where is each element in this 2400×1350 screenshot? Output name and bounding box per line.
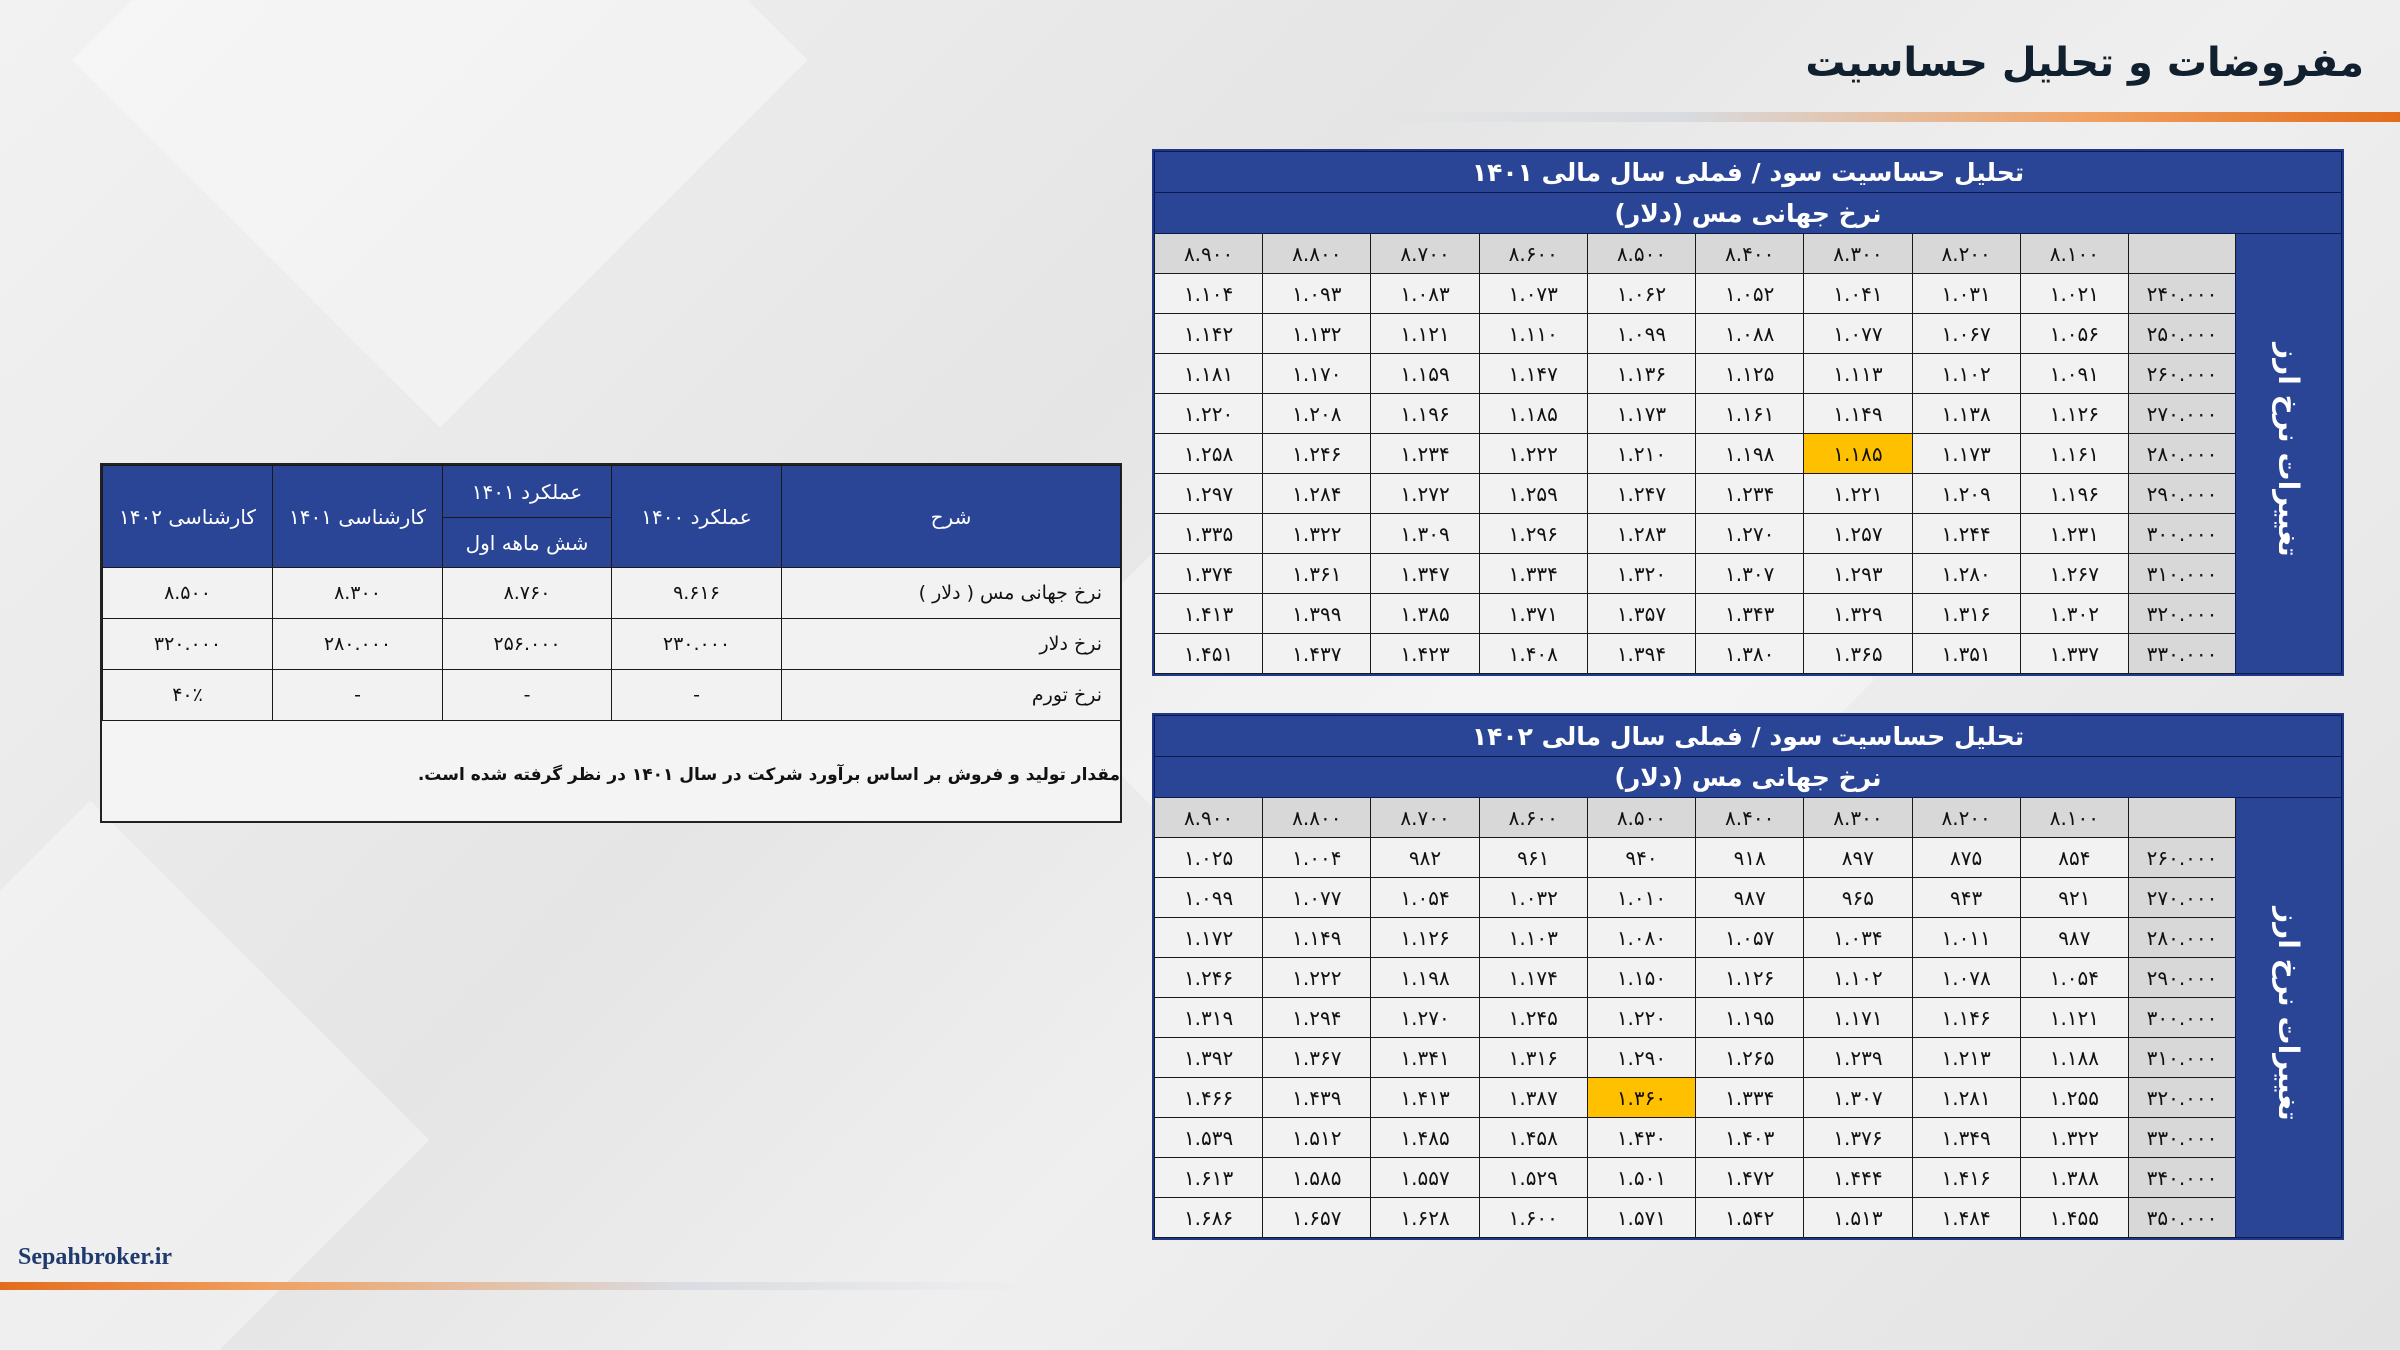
sensitivity-cell: ۱.۴۶۶	[1155, 1078, 1263, 1118]
sensitivity-cell: ۱.۱۲۶	[1371, 918, 1479, 958]
sensitivity-cell: ۱.۰۹۱	[2020, 354, 2128, 394]
sensitivity-cell: ۱.۵۱۲	[1263, 1118, 1371, 1158]
sensitivity-cell: ۱.۰۶۷	[1912, 314, 2020, 354]
sensitivity-cell: ۱.۱۹۵	[1696, 998, 1804, 1038]
assumption-cell-exp1401: ۲۸۰.۰۰۰	[273, 619, 443, 670]
sensitivity-cell: ۱.۱۹۶	[2020, 474, 2128, 514]
fx-rate-row-header: ۲۵۰.۰۰۰	[2129, 314, 2236, 354]
sensitivity-row	[1155, 394, 2342, 434]
sensitivity-cell: ۱.۲۴۶	[1155, 958, 1263, 998]
copper-price-col-header: ۸.۸۰۰	[1263, 798, 1371, 838]
footer-accent-line	[0, 1282, 1040, 1290]
sensitivity-cell: ۱.۰۷۳	[1479, 274, 1587, 314]
sensitivity-cell: ۱.۳۳۴	[1479, 554, 1587, 594]
sensitivity-cell: ۱.۲۵۷	[1804, 514, 1912, 554]
sensitivity-subtitle: نرخ جهانی مس (دلار)	[1155, 193, 2342, 234]
sensitivity-row	[1155, 958, 2342, 998]
sensitivity-cell: ۹۸۲	[1371, 838, 1479, 878]
sensitivity-row	[1155, 314, 2342, 354]
sensitivity-cell: ۹۸۷	[2020, 918, 2128, 958]
fx-rate-row-header: ۲۶۰.۰۰۰	[2129, 838, 2236, 878]
sensitivity-cell: ۱.۱۱۰	[1479, 314, 1587, 354]
sensitivity-cell: ۱.۲۹۷	[1155, 474, 1263, 514]
sensitivity-cell: ۱.۲۵۵	[2020, 1078, 2128, 1118]
sensitivity-cell: ۱.۳۰۷	[1696, 554, 1804, 594]
copper-price-col-header: ۸.۹۰۰	[1155, 798, 1263, 838]
sensitivity-row	[1155, 1158, 2342, 1198]
sensitivity-cell: ۱.۳۴۹	[1912, 1118, 2020, 1158]
sensitivity-cell: ۱.۲۳۱	[2020, 514, 2128, 554]
fx-rate-axis-text: تغییرات نرخ ارز	[2272, 343, 2305, 557]
sensitivity-cell: ۱.۲۰۹	[1912, 474, 2020, 514]
sensitivity-row	[1155, 354, 2342, 394]
sensitivity-cell: ۱.۳۹۹	[1263, 594, 1371, 634]
assumption-cell-perf1401: -	[443, 670, 612, 721]
sensitivity-cell: ۱.۱۳۲	[1263, 314, 1371, 354]
sensitivity-cell: ۱.۵۴۲	[1696, 1198, 1804, 1238]
sensitivity-cell: ۱.۴۱۳	[1371, 1078, 1479, 1118]
assumption-row	[103, 568, 1121, 619]
sensitivity-cell: ۱.۲۵۹	[1479, 474, 1587, 514]
sensitivity-cell: ۱.۰۳۴	[1804, 918, 1912, 958]
sensitivity-cell: ۱.۴۸۴	[1912, 1198, 2020, 1238]
fx-rate-row-header: ۳۰۰.۰۰۰	[2129, 514, 2236, 554]
sensitivity-cell: ۱.۶۸۶	[1155, 1198, 1263, 1238]
sensitivity-cell-highlighted: ۱.۱۸۵	[1804, 434, 1912, 474]
sensitivity-cell: ۱.۵۱۳	[1804, 1198, 1912, 1238]
sensitivity-row	[1155, 918, 2342, 958]
sensitivity-cell: ۱.۲۰۸	[1263, 394, 1371, 434]
sensitivity-cell: ۱.۳۴۱	[1371, 1038, 1479, 1078]
sensitivity-cell: ۱.۲۹۳	[1804, 554, 1912, 594]
sensitivity-cell: ۱.۰۶۲	[1587, 274, 1695, 314]
sensitivity-cell: ۱.۰۹۹	[1155, 878, 1263, 918]
sensitivity-cell: ۱.۳۶۷	[1263, 1038, 1371, 1078]
copper-price-col-header: ۸.۶۰۰	[1479, 798, 1587, 838]
sensitivity-cell: ۱.۳۳۴	[1696, 1078, 1804, 1118]
fx-rate-row-header: ۳۳۰.۰۰۰	[2129, 1118, 2236, 1158]
assumption-cell-desc: نرخ تورم	[782, 670, 1121, 721]
sensitivity-cell: ۱.۴۱۶	[1912, 1158, 2020, 1198]
copper-price-col-header: ۸.۱۰۰	[2020, 234, 2128, 274]
sensitivity-cell: ۱.۰۸۳	[1371, 274, 1479, 314]
copper-price-col-header: ۸.۶۰۰	[1479, 234, 1587, 274]
sensitivity-cell: ۱.۱۷۳	[1912, 434, 2020, 474]
sensitivity-cell: ۱.۱۷۱	[1804, 998, 1912, 1038]
sensitivity-cell: ۱.۰۵۴	[2020, 958, 2128, 998]
sensitivity-cell: ۱.۶۵۷	[1263, 1198, 1371, 1238]
sensitivity-cell: ۱.۲۴۷	[1587, 474, 1695, 514]
sensitivity-cell: ۱.۴۰۳	[1696, 1118, 1804, 1158]
sensitivity-row	[1155, 594, 2342, 634]
sensitivity-cell: ۱.۳۸۷	[1479, 1078, 1587, 1118]
sensitivity-cell: ۱.۶۲۸	[1371, 1198, 1479, 1238]
sensitivity-cell: ۱.۳۹۴	[1587, 634, 1695, 674]
sensitivity-cell: ۱.۱۱۳	[1804, 354, 1912, 394]
fx-rate-row-header: ۳۳۰.۰۰۰	[2129, 634, 2236, 674]
sensitivity-cell: ۱.۱۹۸	[1371, 958, 1479, 998]
sensitivity-cell: ۱.۴۱۳	[1155, 594, 1263, 634]
sensitivity-cell: ۱.۴۷۲	[1696, 1158, 1804, 1198]
sensitivity-cell: ۱.۱۹۸	[1696, 434, 1804, 474]
assumption-cell-exp1402: ۳۲۰.۰۰۰	[103, 619, 273, 670]
sensitivity-cell: ۱.۱۴۹	[1263, 918, 1371, 958]
copper-price-col-header: ۸.۷۰۰	[1371, 234, 1479, 274]
assumption-row	[103, 619, 1121, 670]
sensitivity-title: تحلیل حساسیت سود / فملی سال مالی ۱۴۰۲	[1155, 716, 2342, 757]
sensitivity-cell: ۱.۵۷۱	[1587, 1198, 1695, 1238]
assumption-cell-desc: نرخ جهانی مس ( دلار )	[782, 568, 1121, 619]
header-performance-1401: عملکرد ۱۴۰۱	[443, 466, 612, 518]
assumptions-table	[100, 463, 1122, 823]
assumptions-note: مقدار تولید و فروش بر اساس برآورد شرکت در سال ۱۴۰۱ در نظر گرفته شده است.	[417, 765, 1120, 785]
assumption-cell-exp1402: ۸.۵۰۰	[103, 568, 273, 619]
sensitivity-cell: ۱.۱۲۶	[2020, 394, 2128, 434]
fx-rate-row-header: ۲۷۰.۰۰۰	[2129, 878, 2236, 918]
assumption-cell-exp1401: ۸.۳۰۰	[273, 568, 443, 619]
fx-rate-row-header: ۳۲۰.۰۰۰	[2129, 594, 2236, 634]
sensitivity-cell: ۱.۲۸۳	[1587, 514, 1695, 554]
fx-rate-row-header: ۳۰۰.۰۰۰	[2129, 998, 2236, 1038]
sensitivity-cell: ۱.۶۱۳	[1155, 1158, 1263, 1198]
sensitivity-row	[1155, 1198, 2342, 1238]
sensitivity-cell: ۱.۳۲۲	[2020, 1118, 2128, 1158]
sensitivity-cell: ۱.۱۷۳	[1587, 394, 1695, 434]
fx-rate-row-header: ۲۸۰.۰۰۰	[2129, 434, 2236, 474]
sensitivity-cell: ۱.۳۳۷	[2020, 634, 2128, 674]
site-link[interactable]: Sepahbroker.ir	[18, 1244, 173, 1270]
sensitivity-cell: ۱.۴۴۴	[1804, 1158, 1912, 1198]
sensitivity-cell: ۹۴۰	[1587, 838, 1695, 878]
copper-price-col-header: ۸.۹۰۰	[1155, 234, 1263, 274]
sensitivity-cell: ۸۹۷	[1804, 838, 1912, 878]
sensitivity-cell: ۱.۲۵۸	[1155, 434, 1263, 474]
sensitivity-cell: ۱.۲۹۶	[1479, 514, 1587, 554]
sensitivity-cell: ۱.۱۰۳	[1479, 918, 1587, 958]
sensitivity-row	[1155, 838, 2342, 878]
sensitivity-cell: ۹۶۱	[1479, 838, 1587, 878]
sensitivity-cell: ۱.۳۸۵	[1371, 594, 1479, 634]
sensitivity-cell: ۱.۱۴۹	[1804, 394, 1912, 434]
sensitivity-cell: ۱.۲۷۲	[1371, 474, 1479, 514]
sensitivity-cell: ۱.۱۲۱	[1371, 314, 1479, 354]
sensitivity-cell: ۱.۲۶۵	[1696, 1038, 1804, 1078]
sensitivity-cell: ۱.۰۵۷	[1696, 918, 1804, 958]
sensitivity-row	[1155, 274, 2342, 314]
sensitivity-cell: ۱.۲۳۴	[1696, 474, 1804, 514]
assumption-cell-perf1401: ۸.۷۶۰	[443, 568, 612, 619]
sensitivity-cell: ۱.۳۷۶	[1804, 1118, 1912, 1158]
sensitivity-cell: ۱.۱۸۱	[1155, 354, 1263, 394]
header-performance-1401-sub: شش ماهه اول	[443, 518, 612, 568]
assumption-cell-exp1401: -	[273, 670, 443, 721]
sensitivity-cell: ۱.۵۰۱	[1587, 1158, 1695, 1198]
sensitivity-cell: ۱.۵۸۵	[1263, 1158, 1371, 1198]
sensitivity-cell: ۱.۲۷۰	[1371, 998, 1479, 1038]
sensitivity-cell: ۱.۳۶۵	[1804, 634, 1912, 674]
sensitivity-row	[1155, 634, 2342, 674]
copper-price-col-header: ۸.۳۰۰	[1804, 798, 1912, 838]
fx-rate-row-header: ۲۸۰.۰۰۰	[2129, 918, 2236, 958]
sensitivity-cell: ۹۶۵	[1804, 878, 1912, 918]
sensitivity-cell: ۱.۳۸۰	[1696, 634, 1804, 674]
copper-price-col-header: ۸.۲۰۰	[1912, 798, 2020, 838]
sensitivity-cell: ۸۵۴	[2020, 838, 2128, 878]
sensitivity-cell: ۱.۴۵۸	[1479, 1118, 1587, 1158]
sensitivity-subtitle: نرخ جهانی مس (دلار)	[1155, 757, 2342, 798]
sensitivity-cell: ۱.۲۳۹	[1804, 1038, 1912, 1078]
sensitivity-cell: ۱.۳۲۹	[1804, 594, 1912, 634]
sensitivity-cell: ۱.۳۲۰	[1587, 554, 1695, 594]
sensitivity-cell: ۱.۲۸۱	[1912, 1078, 2020, 1118]
sensitivity-cell: ۱.۳۴۷	[1371, 554, 1479, 594]
sensitivity-cell: ۱.۱۳۶	[1587, 354, 1695, 394]
sensitivity-cell: ۱.۱۷۴	[1479, 958, 1587, 998]
header-expert-1401: کارشناسی ۱۴۰۱	[273, 466, 443, 568]
sensitivity-row	[1155, 998, 2342, 1038]
sensitivity-cell: ۱.۱۷۲	[1155, 918, 1263, 958]
fx-rate-row-header: ۲۹۰.۰۰۰	[2129, 474, 2236, 514]
sensitivity-cell: ۱.۰۳۲	[1479, 878, 1587, 918]
sensitivity-cell: ۱.۳۰۹	[1371, 514, 1479, 554]
sensitivity-cell: ۱.۲۴۶	[1263, 434, 1371, 474]
sensitivity-cell: ۱.۳۵۱	[1912, 634, 2020, 674]
fx-rate-axis-label	[2236, 234, 2342, 674]
sensitivity-cell: ۱.۳۴۳	[1696, 594, 1804, 634]
fx-rate-row-header: ۳۴۰.۰۰۰	[2129, 1158, 2236, 1198]
sensitivity-cell: ۱.۳۱۹	[1155, 998, 1263, 1038]
sensitivity-cell: ۹۲۱	[2020, 878, 2128, 918]
fx-rate-row-header: ۳۱۰.۰۰۰	[2129, 1038, 2236, 1078]
sensitivity-cell: ۱.۲۹۴	[1263, 998, 1371, 1038]
sensitivity-cell: ۱.۰۰۴	[1263, 838, 1371, 878]
sensitivity-cell: ۱.۲۲۰	[1587, 998, 1695, 1038]
sensitivity-cell: ۱.۱۷۰	[1263, 354, 1371, 394]
copper-price-header-row	[1155, 798, 2342, 838]
sensitivity-cell: ۱.۴۸۵	[1371, 1118, 1479, 1158]
sensitivity-cell: ۱.۲۱۳	[1912, 1038, 2020, 1078]
sensitivity-cell: ۱.۰۴۱	[1804, 274, 1912, 314]
copper-price-header-row	[1155, 234, 2342, 274]
sensitivity-cell: ۱.۲۴۵	[1479, 998, 1587, 1038]
sensitivity-cell: ۱.۲۴۴	[1912, 514, 2020, 554]
header-description: شرح	[782, 466, 1121, 568]
sensitivity-cell: ۱.۱۳۸	[1912, 394, 2020, 434]
sensitivity-cell: ۱.۳۹۲	[1155, 1038, 1263, 1078]
fx-rate-axis-label	[2236, 798, 2342, 1238]
assumption-cell-perf1400: ۹.۶۱۶	[612, 568, 782, 619]
sensitivity-cell: ۱.۲۸۰	[1912, 554, 2020, 594]
sensitivity-cell: ۱.۰۷۷	[1263, 878, 1371, 918]
assumption-row	[103, 670, 1121, 721]
sensitivity-cell: ۱.۱۹۶	[1371, 394, 1479, 434]
sensitivity-cell: ۱.۰۳۱	[1912, 274, 2020, 314]
sensitivity-cell: ۱.۲۲۱	[1804, 474, 1912, 514]
sensitivity-cell: ۱.۲۳۴	[1371, 434, 1479, 474]
sensitivity-cell: ۹۸۷	[1696, 878, 1804, 918]
corner-cell	[2129, 234, 2236, 274]
assumption-cell-desc: نرخ دلار	[782, 619, 1121, 670]
sensitivity-cell: ۱.۵۵۷	[1371, 1158, 1479, 1198]
assumption-cell-perf1400: ۲۳۰.۰۰۰	[612, 619, 782, 670]
fx-rate-row-header: ۲۷۰.۰۰۰	[2129, 394, 2236, 434]
sensitivity-cell: ۱.۳۳۵	[1155, 514, 1263, 554]
sensitivity-cell: ۱.۱۴۷	[1479, 354, 1587, 394]
fx-rate-row-header: ۳۱۰.۰۰۰	[2129, 554, 2236, 594]
sensitivity-cell: ۱.۳۱۶	[1479, 1038, 1587, 1078]
sensitivity-cell: ۱.۲۱۰	[1587, 434, 1695, 474]
sensitivity-cell: ۱.۳۰۲	[2020, 594, 2128, 634]
sensitivity-cell: ۱.۳۰۷	[1804, 1078, 1912, 1118]
assumption-cell-perf1400: -	[612, 670, 782, 721]
sensitivity-cell: ۱.۴۵۵	[2020, 1198, 2128, 1238]
sensitivity-cell: ۱.۴۰۸	[1479, 634, 1587, 674]
sensitivity-cell: ۱.۱۶۱	[1696, 394, 1804, 434]
sensitivity-cell: ۱.۱۰۲	[1912, 354, 2020, 394]
header-expert-1402: کارشناسی ۱۴۰۲	[103, 466, 273, 568]
sensitivity-cell: ۱.۱۵۹	[1371, 354, 1479, 394]
sensitivity-cell: ۱.۵۳۹	[1155, 1118, 1263, 1158]
sensitivity-row	[1155, 514, 2342, 554]
header-accent-line	[1380, 112, 2400, 122]
sensitivity-cell: ۱.۴۳۹	[1263, 1078, 1371, 1118]
fx-rate-row-header: ۲۴۰.۰۰۰	[2129, 274, 2236, 314]
fx-rate-row-header: ۳۵۰.۰۰۰	[2129, 1198, 2236, 1238]
copper-price-col-header: ۸.۸۰۰	[1263, 234, 1371, 274]
sensitivity-cell: ۱.۱۵۰	[1587, 958, 1695, 998]
sensitivity-cell: ۱.۰۵۴	[1371, 878, 1479, 918]
sensitivity-cell: ۱.۰۸۰	[1587, 918, 1695, 958]
sensitivity-cell: ۱.۴۲۳	[1371, 634, 1479, 674]
sensitivity-cell: ۱.۱۶۱	[2020, 434, 2128, 474]
copper-price-col-header: ۸.۲۰۰	[1912, 234, 2020, 274]
sensitivity-cell: ۱.۱۴۲	[1155, 314, 1263, 354]
sensitivity-cell: ۱.۳۲۲	[1263, 514, 1371, 554]
fx-rate-axis-text: تغییرات نرخ ارز	[2272, 907, 2305, 1121]
sensitivity-cell: ۱.۱۲۱	[2020, 998, 2128, 1038]
sensitivity-cell: ۱.۴۳۰	[1587, 1118, 1695, 1158]
sensitivity-cell: ۱.۰۸۸	[1696, 314, 1804, 354]
sensitivity-row	[1155, 878, 2342, 918]
sensitivity-cell: ۱.۲۲۲	[1479, 434, 1587, 474]
sensitivity-cell: ۱.۳۸۸	[2020, 1158, 2128, 1198]
sensitivity-cell: ۱.۳۵۷	[1587, 594, 1695, 634]
sensitivity-cell: ۱.۳۶۱	[1263, 554, 1371, 594]
sensitivity-cell: ۱.۳۱۶	[1912, 594, 2020, 634]
sensitivity-cell: ۱.۰۱۱	[1912, 918, 2020, 958]
sensitivity-cell: ۱.۰۱۰	[1587, 878, 1695, 918]
sensitivity-row	[1155, 474, 2342, 514]
corner-cell	[2129, 798, 2236, 838]
sensitivity-cell: ۱.۱۲۵	[1696, 354, 1804, 394]
sensitivity-cell: ۱.۲۷۰	[1696, 514, 1804, 554]
sensitivity-row	[1155, 1038, 2342, 1078]
fx-rate-row-header: ۲۹۰.۰۰۰	[2129, 958, 2236, 998]
sensitivity-cell: ۱.۳۷۱	[1479, 594, 1587, 634]
page-title: مفروضات و تحلیل حساسیت	[1805, 40, 2364, 86]
fx-rate-row-header: ۲۶۰.۰۰۰	[2129, 354, 2236, 394]
sensitivity-cell: ۱.۰۵۶	[2020, 314, 2128, 354]
sensitivity-cell: ۱.۰۲۵	[1155, 838, 1263, 878]
assumption-cell-perf1401: ۲۵۶.۰۰۰	[443, 619, 612, 670]
sensitivity-cell: ۸۷۵	[1912, 838, 2020, 878]
sensitivity-cell: ۱.۰۷۸	[1912, 958, 2020, 998]
copper-price-col-header: ۸.۳۰۰	[1804, 234, 1912, 274]
sensitivity-cell: ۱.۱۸۸	[2020, 1038, 2128, 1078]
sensitivity-row	[1155, 554, 2342, 594]
sensitivity-cell: ۱.۴۳۷	[1263, 634, 1371, 674]
sensitivity-cell: ۱.۳۷۴	[1155, 554, 1263, 594]
copper-price-col-header: ۸.۷۰۰	[1371, 798, 1479, 838]
fx-rate-row-header: ۳۲۰.۰۰۰	[2129, 1078, 2236, 1118]
sensitivity-cell-highlighted: ۱.۳۶۰	[1587, 1078, 1695, 1118]
sensitivity-cell: ۱.۰۵۲	[1696, 274, 1804, 314]
sensitivity-cell: ۱.۲۸۴	[1263, 474, 1371, 514]
sensitivity-cell: ۱.۵۲۹	[1479, 1158, 1587, 1198]
header-performance-1400: عملکرد ۱۴۰۰	[612, 466, 782, 568]
copper-price-col-header: ۸.۵۰۰	[1587, 234, 1695, 274]
sensitivity-cell: ۱.۰۲۱	[2020, 274, 2128, 314]
sensitivity-table-1401	[1152, 149, 2344, 676]
sensitivity-cell: ۱.۰۷۷	[1804, 314, 1912, 354]
sensitivity-cell: ۱.۱۰۴	[1155, 274, 1263, 314]
sensitivity-title: تحلیل حساسیت سود / فملی سال مالی ۱۴۰۱	[1155, 152, 2342, 193]
copper-price-col-header: ۸.۵۰۰	[1587, 798, 1695, 838]
sensitivity-cell: ۱.۴۵۱	[1155, 634, 1263, 674]
copper-price-col-header: ۸.۴۰۰	[1696, 234, 1804, 274]
sensitivity-cell: ۱.۲۹۰	[1587, 1038, 1695, 1078]
sensitivity-cell: ۱.۶۰۰	[1479, 1198, 1587, 1238]
sensitivity-cell: ۱.۱۴۶	[1912, 998, 2020, 1038]
sensitivity-row	[1155, 434, 2342, 474]
sensitivity-cell: ۹۴۳	[1912, 878, 2020, 918]
copper-price-col-header: ۸.۱۰۰	[2020, 798, 2128, 838]
sensitivity-cell: ۱.۱۲۶	[1696, 958, 1804, 998]
sensitivity-cell: ۱.۰۹۳	[1263, 274, 1371, 314]
copper-price-col-header: ۸.۴۰۰	[1696, 798, 1804, 838]
sensitivity-cell: ۱.۲۲۲	[1263, 958, 1371, 998]
sensitivity-cell: ۱.۲۲۰	[1155, 394, 1263, 434]
sensitivity-cell: ۱.۲۶۷	[2020, 554, 2128, 594]
sensitivity-cell: ۱.۱۸۵	[1479, 394, 1587, 434]
sensitivity-table-1402	[1152, 713, 2344, 1240]
assumption-cell-exp1402: ۴۰٪	[103, 670, 273, 721]
sensitivity-cell: ۹۱۸	[1696, 838, 1804, 878]
sensitivity-row	[1155, 1078, 2342, 1118]
sensitivity-row	[1155, 1118, 2342, 1158]
sensitivity-cell: ۱.۱۰۲	[1804, 958, 1912, 998]
sensitivity-cell: ۱.۰۹۹	[1587, 314, 1695, 354]
